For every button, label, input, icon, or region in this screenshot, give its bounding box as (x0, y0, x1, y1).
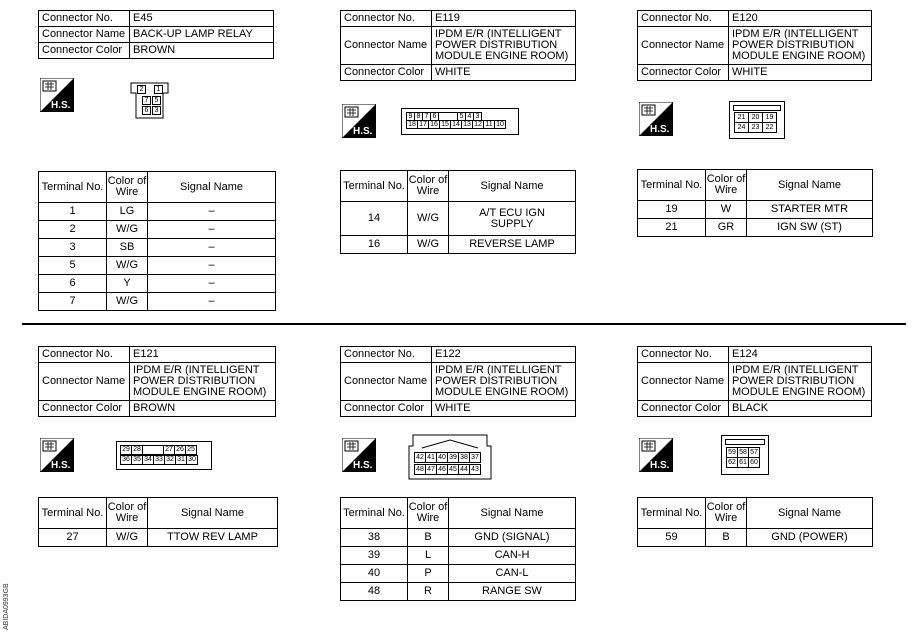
pin: 24 (734, 122, 749, 133)
document-code: ABIDA0993GB (3, 583, 10, 630)
connector-no-value: E119 (432, 11, 576, 27)
pin: 57 (748, 447, 760, 458)
harness-side-icon (639, 438, 673, 472)
pin: 7 (422, 112, 431, 121)
pin: 5 (152, 96, 161, 105)
section-divider (22, 323, 906, 325)
pin: 6 (430, 112, 439, 121)
connector-no-value: E45 (130, 11, 274, 27)
pin: 30 (186, 455, 198, 465)
terminal-table-e120 (637, 169, 873, 237)
table-row: 5 W/G – (39, 257, 276, 275)
pin: 48 (414, 464, 426, 475)
pin: 19 (762, 112, 777, 123)
terminal-table-e45 (38, 171, 276, 311)
pin: 36 (120, 455, 132, 465)
pin: 45 (447, 464, 459, 475)
table-row: 40 P CAN-L (341, 565, 576, 583)
pin: 31 (175, 455, 187, 465)
pin: 38 (458, 452, 470, 463)
label-connector-no: Connector No. (39, 11, 130, 27)
connector-face-e122 (408, 434, 492, 480)
connector-name-value: IPDM E/R (INTELLIGENT POWER DISTRIBUTION MODULE ENGINE ROOM) (729, 27, 872, 65)
connector-face-e45 (128, 79, 171, 120)
header-signal-name: Signal Name (747, 498, 873, 529)
connector-info-e45 (38, 10, 274, 59)
connector-no-value: E121 (130, 347, 276, 363)
label-connector-color: Connector Color (341, 65, 432, 81)
connector-color-value: WHITE (432, 65, 576, 81)
pin: 5 (457, 112, 466, 121)
pin: 44 (458, 464, 470, 475)
pin: 17 (417, 120, 429, 129)
harness-side-icon (40, 438, 74, 472)
pin: 16 (428, 120, 440, 129)
header-color-of-wire: Color of Wire (408, 498, 449, 529)
harness-side-icon (342, 104, 376, 138)
pin: 10 (494, 120, 506, 129)
pin: 1 (154, 85, 163, 94)
pin: 28 (131, 445, 143, 455)
pin: 61 (737, 457, 749, 468)
pin: 26 (174, 445, 186, 455)
header-color-of-wire: Color of Wire (706, 498, 747, 529)
header-terminal-no: Terminal No. (341, 498, 408, 529)
pin: 25 (185, 445, 197, 455)
pin: 42 (414, 452, 426, 463)
pin: 27 (163, 445, 175, 455)
connector-face-e124 (721, 435, 769, 475)
table-row: 48 R RANGE SW (341, 583, 576, 601)
table-row: 59 B GND (POWER) (638, 529, 873, 547)
pin: 3 (473, 112, 482, 121)
connector-info-e121 (38, 346, 276, 417)
header-color-of-wire: Color of Wire (107, 172, 148, 203)
pin: 20 (748, 112, 763, 123)
connector-name-value: IPDM E/R (INTELLIGENT POWER DISTRIBUTION MODULE ENGINE ROOM) (432, 27, 576, 65)
pin: 18 (406, 120, 418, 129)
table-row: 14 W/G A/T ECU IGN SUPPLY (341, 202, 576, 236)
label-connector-color: Connector Color (39, 43, 130, 59)
label-connector-no: Connector No. (341, 347, 432, 363)
label-connector-name: Connector Name (341, 27, 432, 65)
pin: 6 (142, 106, 151, 115)
pin: 15 (439, 120, 451, 129)
connector-no-value: E124 (729, 347, 872, 363)
svg-text:H.S.: H.S. (51, 100, 71, 111)
pin: 29 (120, 445, 132, 455)
connector-color-value: WHITE (729, 65, 872, 81)
pin: 32 (164, 455, 176, 465)
label-connector-name: Connector Name (39, 363, 130, 401)
terminal-table-e124 (637, 497, 873, 547)
connector-name-value: IPDM E/R (INTELLIGENT POWER DISTRIBUTION MODULE ENGINE ROOM) (729, 363, 872, 401)
connector-color-value: BROWN (130, 401, 276, 417)
connector-face-e120 (729, 101, 785, 139)
connector-face-e119 (401, 108, 519, 135)
svg-text:H.S.: H.S. (51, 460, 71, 471)
label-connector-name: Connector Name (341, 363, 432, 401)
connector-color-value: BLACK (729, 401, 872, 417)
terminal-table-e119 (340, 170, 576, 254)
key-slot (142, 445, 164, 455)
header-terminal-no: Terminal No. (638, 170, 706, 201)
connector-color-value: BROWN (130, 43, 274, 59)
table-row: 2 W/G – (39, 221, 276, 239)
label-connector-no: Connector No. (638, 347, 729, 363)
header-terminal-no: Terminal No. (638, 498, 706, 529)
table-row: 19 W STARTER MTR (638, 201, 873, 219)
pin: 60 (748, 457, 760, 468)
label-connector-no: Connector No. (638, 11, 729, 27)
table-row: 1 LG – (39, 203, 276, 221)
table-row: 21 GR IGN SW (ST) (638, 219, 873, 237)
table-row: 38 B GND (SIGNAL) (341, 529, 576, 547)
table-row: 3 SB – (39, 239, 276, 257)
header-terminal-no: Terminal No. (341, 171, 408, 202)
pin: 8 (414, 112, 423, 121)
label-connector-no: Connector No. (341, 11, 432, 27)
header-color-of-wire: Color of Wire (107, 498, 148, 529)
svg-text:H.S.: H.S. (353, 126, 373, 137)
pin: 58 (737, 447, 749, 458)
pin: 47 (425, 464, 437, 475)
connector-color-value: WHITE (432, 401, 576, 417)
header-color-of-wire: Color of Wire (706, 170, 747, 201)
label-connector-name: Connector Name (638, 27, 729, 65)
pin: 35 (131, 455, 143, 465)
connector-name-value: IPDM E/R (INTELLIGENT POWER DISTRIBUTION MODULE ENGINE ROOM) (432, 363, 576, 401)
pin: 22 (762, 122, 777, 133)
pin: 11 (483, 120, 495, 129)
harness-side-icon (342, 438, 376, 472)
table-row: 16 W/G REVERSE LAMP (341, 236, 576, 254)
header-signal-name: Signal Name (148, 498, 278, 529)
pin: 2 (137, 85, 146, 94)
table-row: 6 Y – (39, 275, 276, 293)
pin: 13 (461, 120, 473, 129)
pin: 59 (726, 447, 738, 458)
pin: 3 (152, 106, 161, 115)
connector-name-value: IPDM E/R (INTELLIGENT POWER DISTRIBUTION MODULE ENGINE ROOM) (130, 363, 276, 401)
header-color-of-wire: Color of Wire (408, 171, 449, 202)
label-connector-name: Connector Name (39, 27, 130, 43)
pin: 40 (436, 452, 448, 463)
pin: 41 (425, 452, 437, 463)
pin: 21 (734, 112, 749, 123)
pin: 9 (406, 112, 415, 121)
connector-info-e120 (637, 10, 872, 81)
pin: 7 (142, 96, 151, 105)
pin: 46 (436, 464, 448, 475)
pin: 12 (472, 120, 484, 129)
pin: 37 (469, 452, 481, 463)
table-row: 27 W/G TTOW REV LAMP (39, 529, 278, 547)
label-connector-color: Connector Color (638, 65, 729, 81)
pin: 43 (469, 464, 481, 475)
label-connector-no: Connector No. (39, 347, 130, 363)
harness-side-icon (40, 78, 74, 112)
pin: 33 (153, 455, 165, 465)
svg-text:H.S.: H.S. (650, 124, 670, 135)
pin: 62 (726, 457, 738, 468)
connector-name-value: BACK-UP LAMP RELAY (130, 27, 274, 43)
pin: 23 (748, 122, 763, 133)
connector-no-value: E122 (432, 347, 576, 363)
label-connector-color: Connector Color (39, 401, 130, 417)
svg-text:H.S.: H.S. (353, 460, 373, 471)
connector-info-e122 (340, 346, 576, 417)
table-row: 39 L CAN-H (341, 547, 576, 565)
header-terminal-no: Terminal No. (39, 498, 107, 529)
connector-info-e124 (637, 346, 872, 417)
pin: 39 (447, 452, 459, 463)
header-signal-name: Signal Name (449, 171, 576, 202)
terminal-table-e121 (38, 497, 278, 547)
terminal-table-e122 (340, 497, 576, 601)
connector-info-e119 (340, 10, 576, 81)
connector-face-e121 (116, 441, 212, 470)
header-signal-name: Signal Name (747, 170, 873, 201)
connector-no-value: E120 (729, 11, 872, 27)
header-terminal-no: Terminal No. (39, 172, 107, 203)
header-signal-name: Signal Name (148, 172, 276, 203)
label-connector-name: Connector Name (638, 363, 729, 401)
pin: 14 (450, 120, 462, 129)
pin: 34 (142, 455, 154, 465)
label-connector-color: Connector Color (341, 401, 432, 417)
svg-text:H.S.: H.S. (650, 460, 670, 471)
table-row: 7 W/G – (39, 293, 276, 311)
header-signal-name: Signal Name (449, 498, 576, 529)
label-connector-color: Connector Color (638, 401, 729, 417)
pin: 4 (465, 112, 474, 121)
harness-side-icon (639, 102, 673, 136)
